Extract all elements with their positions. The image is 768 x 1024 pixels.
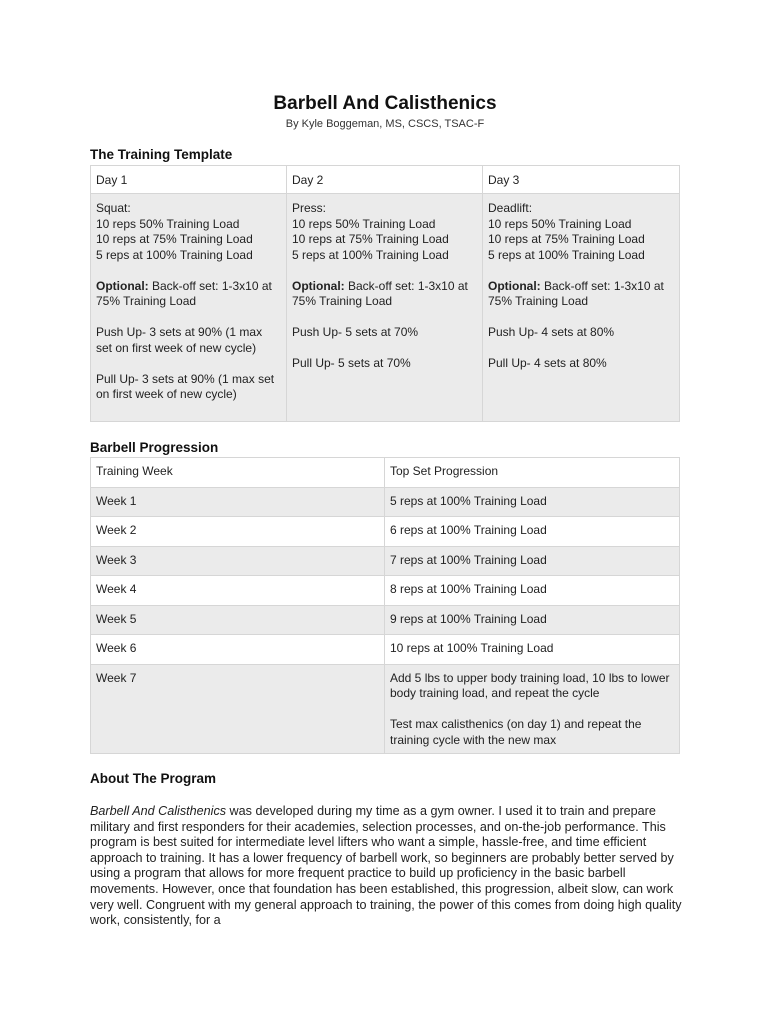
table-row [91,605,680,635]
set-line: 10 reps 50% Training Load [292,216,436,231]
barbell-progression-table [90,457,680,754]
training-template-heading: The Training Template [90,147,233,162]
set-line: 10 reps at 75% Training Load [292,232,449,246]
optional-label: Optional: [488,278,541,293]
set-line: 10 reps at 75% Training Load [488,232,645,246]
about-text: was developed during my time as a gym owner. I used it to train and prepare military and first responders for their academies, selection processes, and on-the-job performance. This program is best suited for intermediate level lifters who want a simple, hassle-free, and time efficient approach to training. It has a lower frequency of barbell work, so beginners are probably better served by using a program that allows for more frequent practice to build up proficiency in the basic barbell movements. However, once that foundation has been established, this progression, albeit slow, can work very well. Congruent with my general approach to training, the power of this comes from doing high quality work, consistently, for a [90,804,682,928]
set-line: 10 reps at 75% Training Load [96,232,253,246]
progression-header-row [91,458,680,488]
set-line: 10 reps 50% Training Load [96,216,240,231]
progression-cell: 7 reps at 100% Training Load [385,546,680,576]
optional-backoff [292,279,477,310]
table-row [91,546,680,576]
day-header: Day 3 [483,166,680,194]
push-up-prescription: Push Up- 5 sets at 70% [292,325,419,339]
optional-text: Back-off set: 1-3x10 at 75% Training Load [292,278,468,308]
about-paragraph [90,804,682,929]
week-cell: Week 4 [91,576,385,606]
barbell-progression-heading: Barbell Progression [90,440,219,455]
pull-up-prescription: Pull Up- 5 sets at 70% [292,356,411,370]
progression-cell: 5 reps at 100% Training Load [385,487,680,517]
progression-text: Add 5 lbs to upper body training load, 10 lbs to lower body training load, and repeat the cycle [390,670,670,700]
set-line: 5 reps at 100% Training Load [292,247,449,262]
table-row [91,664,680,753]
document-title: Barbell And Calisthenics [273,93,497,114]
optional-text: Back-off set: 1-3x10 at 75% Training Load [488,278,664,308]
training-template-header-row [91,166,680,194]
day-header: Day 1 [91,166,287,194]
push-up-prescription: Push Up- 3 sets at 90% (1 max set on first week of new cycle) [96,325,263,355]
day-3-cell [483,194,680,422]
optional-label: Optional: [96,278,149,293]
training-template-table [90,165,680,422]
column-header: Training Week [91,458,385,488]
week-cell: Week 1 [91,487,385,517]
week-cell: Week 5 [91,605,385,635]
day-header: Day 2 [287,166,483,194]
about-heading: About The Program [90,771,217,786]
set-line: 10 reps 50% Training Load [488,216,632,231]
column-header: Top Set Progression [385,458,680,488]
week-cell: Week 6 [91,635,385,665]
program-name: Barbell And Calisthenics [90,804,227,818]
progression-note: Test max calisthenics (on day 1) and repeat the training cycle with the new max [390,717,642,747]
table-row [91,635,680,665]
optional-backoff [488,279,674,310]
document-author: By Kyle Boggeman, MS, CSCS, TSAC-F [285,118,485,130]
progression-cell [385,664,680,753]
day-1-cell [91,194,287,422]
set-line: 5 reps at 100% Training Load [488,247,645,262]
progression-cell: 9 reps at 100% Training Load [385,605,680,635]
week-cell: Week 2 [91,517,385,547]
table-row [91,487,680,517]
lift-name: Press: [292,201,327,215]
week-cell: Week 7 [91,664,385,753]
table-row [91,517,680,547]
set-line: 5 reps at 100% Training Load [96,247,253,262]
optional-label: Optional: [292,278,345,293]
progression-cell: 6 reps at 100% Training Load [385,517,680,547]
pull-up-prescription: Pull Up- 4 sets at 80% [488,356,607,370]
optional-backoff [96,279,281,310]
lift-name: Deadlift: [488,201,533,215]
week-cell: Week 3 [91,546,385,576]
table-row [91,576,680,606]
training-template-body-row [91,194,680,422]
lift-name: Squat: [96,201,131,215]
progression-cell: 10 reps at 100% Training Load [385,635,680,665]
optional-text: Back-off set: 1-3x10 at 75% Training Load [96,278,272,308]
pull-up-prescription: Pull Up- 3 sets at 90% (1 max set on first week of new cycle) [96,371,275,401]
push-up-prescription: Push Up- 4 sets at 80% [488,325,615,339]
day-2-cell [287,194,483,422]
progression-cell: 8 reps at 100% Training Load [385,576,680,606]
